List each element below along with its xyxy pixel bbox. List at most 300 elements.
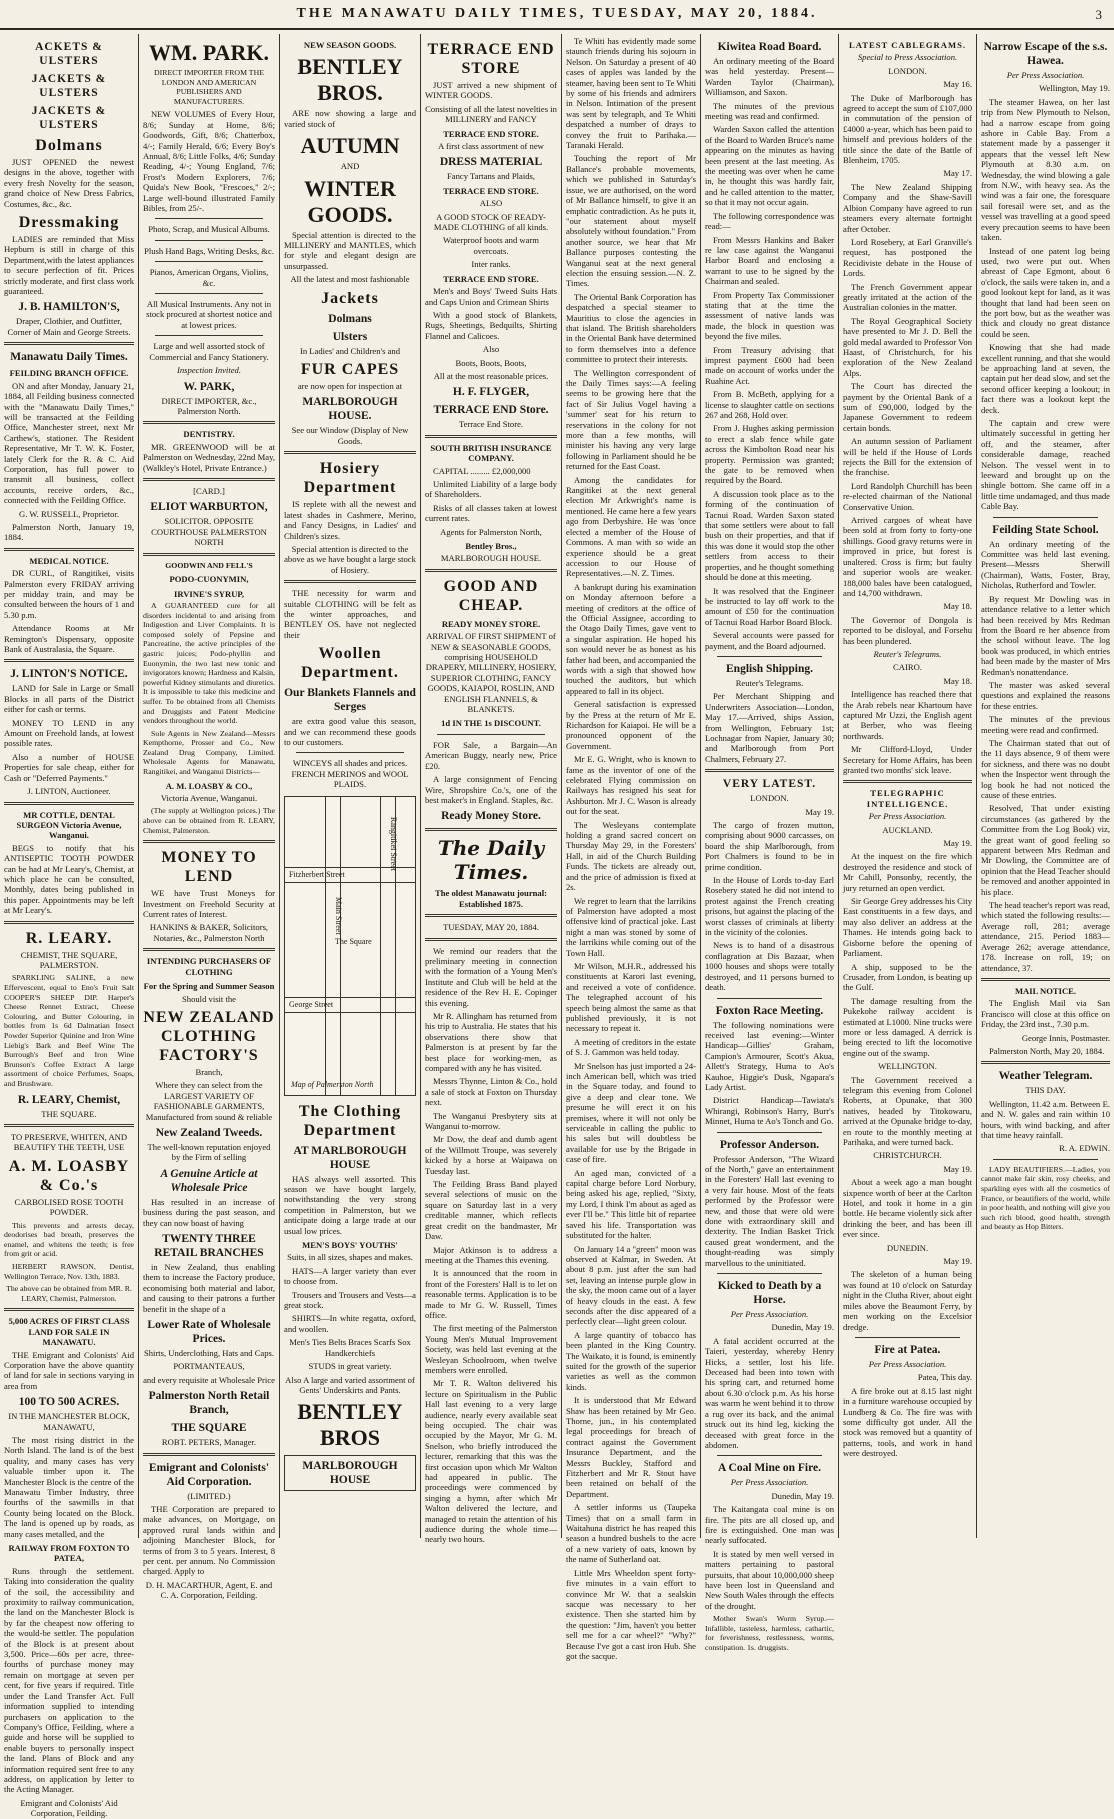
ad-heading: NEW SEASON GOODS.	[303, 40, 397, 50]
divider	[993, 1159, 1098, 1160]
ad-text: Unlimited Liability of a large body of Shareholders.	[425, 478, 557, 500]
ad-heading: BENTLEY BROS.	[297, 54, 403, 106]
ad-heading: Our Blankets Flannels and Serges	[284, 687, 416, 714]
ad-heading: W. PARK,	[183, 380, 235, 393]
ad-text: TO PRESERVE, WHITEN, AND BEAUTIFY THE TEETH, USE	[10, 1131, 128, 1153]
article-text: Reuter's Telegrams.	[873, 648, 942, 659]
ad-heading: TERRACE END Store.	[433, 404, 549, 417]
article-text: May 19.	[943, 1256, 972, 1267]
ad-text: ALSO	[479, 198, 503, 209]
article-text: The Wanganui Presbytery sits at Wanganui to-morrow.	[425, 1110, 557, 1132]
article-text: Dunedin, May 19.	[771, 1490, 834, 1501]
divider	[143, 948, 275, 951]
ad-text: Photo, Scrap, and Musical Albums.	[148, 224, 270, 235]
article-text: Wellington, 11.42 a.m. Between E. and N. W. gales and rain within 10 hours, with wind backing, and after that time heavy rainfall.	[981, 1098, 1110, 1140]
article-text: An ordinary meeting of the Board was held yesterday. Present—Warden Taylor (Chairman), Williamson, and Saxon.	[705, 56, 834, 98]
ad-text: JUST arrived a new shipment of WINTER GOODS.	[425, 80, 557, 101]
article-heading: Professor Anderson.	[719, 1138, 820, 1151]
divider	[425, 828, 557, 831]
ad-heading: R. LEARY.	[25, 929, 113, 947]
ad-text: A large consignment of Fencing Wire, Shropshire Co.'s, one of the best maker's in England. Staples, &c.	[425, 774, 557, 805]
article-text: Arrived cargoes of wheat have been sold at from forty to forty-one shillings. Good gravy returns were in improved in price, but forest is unaltered. Cross is firm; but faulty and superior wools are weaker. 188,000 bales have been catalogued, and 14,700 withdrawn.	[843, 515, 972, 598]
article-heading: Kiwitea Road Board.	[717, 41, 822, 53]
ad-heading: TERRACE END STORE.	[443, 185, 539, 196]
ad-heading: Dressmaking	[18, 214, 120, 232]
ad-text: HATS—A larger variety than ever to choose from.	[284, 1265, 416, 1287]
ad-text: Palmerston North, January 19, 1884.	[4, 521, 134, 543]
article-text: A meeting of creditors in the estate of S. J. Gammon was held today.	[566, 1036, 696, 1058]
ad-text: (The supply at Wellington prices.) The above can be obtained from R. LEARY, Chemist, Palmerston.	[143, 806, 275, 835]
article-text: The Government received a telegram this evening from Colonel Roberts, at Opunake, that 300 natives, headed by Titokowaru, arrived at the Opunake bridge to-day, en route to the monthly meeting at Parihaka, and were turned back.	[843, 1074, 972, 1147]
article-text: News is to hand of a disastrous conflagration at Dis Bazaar, when 1000 houses and shops were totally destroyed, and 11 persons burned to death.	[705, 940, 834, 993]
divider	[717, 1273, 822, 1274]
ad-text: AND	[340, 161, 360, 172]
article-text: Knowing that she had made excellent running, and that she would be approaching land at seven, the captain put her dead slow, and set the second officer keeping a lookout; in fact there was a lookout kept the deck.	[981, 342, 1110, 415]
ad-text: Pianos, American Organs, Violins, &c.	[149, 267, 269, 288]
divider	[437, 734, 545, 735]
divider	[143, 1453, 275, 1456]
divider	[717, 1132, 822, 1133]
article-text: Per Press Association.	[868, 811, 947, 822]
map-label: The Square	[335, 936, 372, 946]
ad-heading: A Genuine Article at Wholesale Price	[160, 1167, 258, 1194]
divider	[155, 335, 263, 336]
ad-heading: The Clothing Department	[298, 1102, 402, 1139]
article-text: The following nominations were received last evening:—Winter Handicap—Gillies' Graham, Campion's Armourer, Scott's Akua, Allett's Strategy, Huma to Ao's Kauhoe, Higgie's Dusk, Ngapara's Lady Artist.	[705, 1019, 834, 1092]
ad-text: SPARKLING SALINE, a new Effervescent, equal to Eno's Fruit Salt COOPER'S SHEEP DIP. Harper's Cheese Rennet Extract, Cheese Colouring, and Butter Colouring, in bottles from 1s 6d Dalmatian Insect Powder Superior Quinine and Iron Wine Liebig's Bark and Beef Wine The Burrough's Beef and Iron Wine Brunson's Coffee Extract A large assortment of choice Perfumes, Soaps, and Brushware.	[4, 973, 134, 1088]
ad-heading: R. LEARY, Chemist,	[17, 1093, 121, 1106]
divider	[425, 569, 557, 572]
article-text: Warden Saxon called the attention of the Board to Warden Bruce's name appearing on the minutes as having been present at the last meeting. As the meeting was over when he came in, he thought this was hardly fair, and he called attention to the matter, so that it may not occur again.	[705, 124, 834, 208]
ad-text: All Musical Instruments. Any not in stock procured at shortest notice and at lowest prices.	[146, 299, 272, 330]
ad-text: Draper, Clothier, and Outfitter, Corner of Main and George Streets.	[7, 316, 131, 337]
article-text: Intelligence has reached there that the Arab rebels near Khartoum have captured Mr Uzzi, the English agent at Berber, who was fleeing northwards.	[843, 689, 972, 741]
ad-text: MARLBOROUGH HOUSE.	[440, 553, 542, 564]
ad-heading: 100 TO 500 ACRES.	[18, 1396, 120, 1409]
ad-heading: New Zealand Tweeds.	[155, 1126, 263, 1139]
divider	[4, 1124, 134, 1127]
article-heading: Fire at Patea.	[874, 1343, 941, 1356]
ad-heading: RAILWAY FROM FOXTON TO PATEA,	[8, 1543, 130, 1564]
article-text: May 19.	[805, 806, 834, 817]
ad-heading: MEDICAL NOTICE.	[29, 555, 109, 566]
article-text: From Treasury advising that imprest payment £600 had been made on account of works under the Ruahine Act.	[705, 344, 834, 386]
ad-text: Special attention is directed to the MILLINERY and MANTLES, which for style and elegant design are unsurpassed.	[284, 229, 416, 271]
article-text: Professor Anderson, "The Wizard of the North," gave an entertainment in the Foresters' Hall last evening to a very fair house. Most of the feats performed by the Professor were new, and those that were old were done with extraordinary skill and dexterity. The Indian Basket Trick caused great wonderment, and the thought-reading was simply marvellous to the uninitiated.	[705, 1153, 834, 1268]
article-text: The Governor of Dongola is reported to be disloyal, and Forsehu has been plundered.	[843, 614, 972, 646]
ad-heading: Ready Money Store.	[441, 810, 541, 823]
ad-heading: FUR CAPES	[300, 361, 400, 379]
ad-text: FOR Sale, a Bargain—An American Buggy, nearly new, Price £20.	[425, 739, 557, 771]
article-text: On January 14 a "green" moon was observed at Kalmar, in Sweden. At about 8 p.m. just after the sun had set, leaving an intense purple glow in the sky, the moon came out of a layer of heavy clouds in the east. A few seconds after the disc appeared of a perfectly clear—light green colour.	[566, 1243, 696, 1327]
column-7	[839, 34, 976, 1534]
ad-text: HAS always well assorted. This season we have bought largely, notwithstanding the very strong competition in Palmerston, but we anticipate doing a large trade at our usual low prices.	[284, 1173, 416, 1236]
divider	[296, 752, 404, 753]
article-text: The minutes of the previous meeting were read and confirmed.	[981, 714, 1110, 735]
article-text: Te Whiti has evidently made some staunch friends during his sojourn in Nelson. On Saturday a present of 40 cases of apples was landed by the steamer, having been sent to Te Whiti by some of his friends and admirers in Nelson. Intimation of the present was sent by telegraph, and Te Whiti despatched a number of drays to convey the fruit to Parihaka.—Taranaki Herald.	[566, 36, 696, 151]
divider	[425, 914, 557, 917]
divider	[155, 218, 263, 219]
article-text: Special to Press Association.	[857, 52, 958, 63]
ad-text: Fancy Tartans and Plaids,	[446, 171, 536, 182]
article-heading: Narrow Escape of the s.s. Hawea.	[983, 41, 1108, 67]
masthead	[0, 0, 1114, 30]
article-text: We remind our readers that the preliminary meeting in connection with the formation of a Young Men's Institute and Club will be held at the residence of the Rev H. E. Copinger this evening.	[425, 945, 557, 1008]
ad-text: Attendance Rooms at Mr Remington's Dispensary, opposite Bank of Australasia, the Square.	[4, 623, 134, 655]
divider	[143, 553, 275, 556]
article-text: Mr Dow, the deaf and dumb agent of the Willmott Troupe, was severely kicked by a horse at Waipawa on Tuesday last.	[425, 1134, 557, 1176]
article-text: AUCKLAND.	[882, 824, 933, 835]
article-text: Per Press Association.	[1006, 70, 1085, 80]
article-text: A large quantity of tobacco has been planted in the King Country. The Waikato, it is found, is eminently suited for the growth of the superior varieties as well as the common kinds.	[566, 1329, 696, 1392]
ad-heading: GOOD AND CHEAP.	[443, 577, 539, 614]
ad-heading: 5,000 ACRES OF FIRST CLASS LAND FOR SALE IN MANAWATU.	[8, 1316, 130, 1348]
divider	[981, 978, 1110, 981]
article-text: Messrs Thynne, Linton & Co., hold a sale of stock at Foxton on Thursday next.	[425, 1076, 557, 1108]
article-text: By request Mr Dowling was in attendance relative to a letter which had been received by Mrs Redman from the Board re her absence from the school without leave. The log book was produced, in which entries had been made by the master of Mrs Redman's nonattendance.	[981, 593, 1110, 677]
article-heading: Feilding State School.	[992, 523, 1099, 536]
ad-heading: MEN'S BOYS' YOUTHS'	[302, 1240, 398, 1251]
article-text: Resolved, That under existing circumstances (as gathered by the Committee from the Log Book) viz, the great want of good feeling so apparent between Mrs Redman and Mr Dowling, the Committee are of opinion that the Head Teacher should be removed and another appointed in his place.	[981, 803, 1110, 897]
ad-heading: WINTER GOODS.	[304, 175, 396, 227]
article-text: The damage resulting from the Pukekohe railway accident is estimated at L1000. Nine trucks were more or less damaged. A derrick is being erected to lift the locomotive engine out of the swamp.	[843, 995, 972, 1058]
ad-heading: THE SQUARE	[171, 1422, 247, 1435]
ad-text: Trousers and Trousers and Vests—a great stock.	[284, 1289, 416, 1311]
ad-text: CHEMIST, THE SQUARE, PALMERSTON.	[20, 949, 118, 970]
article-heading: Kicked to Death by a Horse.	[717, 1280, 822, 1307]
ad-heading: MR COTTLE, DENTAL SURGEON Victoria Avenue, Wanganui.	[16, 809, 122, 841]
article-text: Mr T. R. Walton delivered his lecture on Spiritualism in the Public Hall last evening to a very large audience, nearly every available seat being occupied. The chair was occupied by the Mayor, Mr G. M. Snelson, who briefly introduced the lecturer, remarking that this was the first occasion upon which Mr Walton had appeared in public. The proceedings were commenced by singing a hymn, after which Mr Walton delivered the lecture, and managed to retain the attention of his audience during the whole time—nearly two hours.	[425, 1378, 557, 1545]
ad-text: THE necessity for warm and suitable CLOTHING will be felt as the winter approaches, and BENTLEY OS. have not neglected their	[284, 588, 416, 640]
article-text: Per Press Association.	[730, 1309, 809, 1320]
ad-text: PORTMANTEAUS,	[173, 1361, 245, 1372]
divider	[993, 517, 1098, 518]
article-text: LONDON.	[888, 65, 927, 76]
ad-text: All the latest and most fashionable	[290, 274, 410, 285]
ad-text: BEGS to notify that his ANTISEPTIC TOOTH POWDER can be had at Mr Leary's, Chemist, at which place he can be consulted, Monthly, dates being published in this paper. Appointments may be left at Mr Leary's.	[4, 842, 134, 916]
ad-text: DR CURL, of Rangitikei, visits Palmerston every FRIDAY arriving per midday train, and may be consulted between the hours of 1 and 5.30 p.m.	[4, 568, 134, 620]
article-text: From Messrs Hankins and Baker re law case against the Wanganui Harbor Board and enclosing a warrant to use to be signed by the Chairman and sealed.	[705, 234, 834, 287]
ad-text: LAND for Sale in Large or Small Blocks in all parts of the District either for cash or terms.	[4, 683, 134, 715]
issue-date: TUESDAY, MAY 20, 1884.	[443, 922, 539, 933]
article-text: Per Merchant Shipping and Underwriters Association—London, May 17.—Arrived, ships Assion, from Wellington, February 1st; Lochnagar from Napier, January 30; and Marlborough from Port Chalmers, February 27.	[705, 691, 834, 764]
article-text: May 18.	[943, 601, 972, 612]
ad-text: Emigrant and Colonists' Aid Corporation, Feilding.	[20, 1797, 118, 1819]
article-text: We regret to learn that the larrikins of Palmerston have adopted a most offensive kind of practical joke. Last night a man was stoned by some of the larrikins while coming out of the Town Hall.	[566, 895, 696, 958]
ad-heading: For the Spring and Summer Season	[143, 981, 275, 992]
ad-text: HERBERT RAWSON, Dentist, Wellington Terrace, Nov. 13th, 1883.	[4, 1261, 134, 1281]
article-text: The Court has directed the payment by the Oriental Bank of a sum of £90,000, lodged by the Japanese Government to redeem certain bonds.	[843, 381, 972, 433]
ad-heading: TWENTY THREE RETAIL BRANCHES	[154, 1232, 264, 1259]
ad-text: Plush Hand Bags, Writing Desks, &c.	[144, 245, 274, 256]
article-heading: Weather Telegram.	[998, 1070, 1093, 1083]
ad-heading: DRESS MATERIAL	[439, 156, 543, 169]
ad-heading: TERRACE END STORE	[427, 41, 555, 77]
article-text: A fire broke out at 8.15 last night in a furniture warehouse occupied by Lundberg & Co. The fire was with some difficulty got under. All the stock was removed but a quantity of patterns, tools, and work in hand were destroyed.	[843, 1385, 972, 1459]
ad-text: HANKINS & BAKER, Solicitors, Notaries, &c., Palmerston North	[149, 922, 269, 943]
ad-text: In Ladies' and Children's and	[300, 345, 400, 356]
article-text: DUNEDIN.	[886, 1242, 929, 1253]
ad-text: A GUARANTEED cure for all disorders incidental to and arising from Indigestion and Liver Complaints. It is composed solely of Pepsine and Pancreatine, the active principles of the gastric juices; Podo-phyllin and Euonymin, the two last new tonic and invigorators known; Hardness and Kalsin, powerful Kidney stimulants and diuretics. It is impossible to take this medicine and suffer. To be obtained from all Chemists and Druggists and Patent Medicine vendors throughout the world.	[143, 600, 275, 726]
article-text: Among the candidates for Rangitikei at the next general election Mr Arkwright's name is mentioned. He came here a few years ago from Derbyshire. He was 'once elected a member of the House of Commons. A man with so wide an experience should be a great accession to our House of Representatives.—N. Z. Times.	[566, 474, 696, 579]
ad-text: Special attention is directed to the above as we have bought a large stock of Hosiery.	[284, 543, 416, 575]
article-text: The first meeting of the Palmerston Young Men's Mutual Improvement Society, was held last evening at the Wesleyan Schoolroom, when twelve members were enrolled.	[425, 1323, 557, 1375]
page-number: 3	[1095, 7, 1104, 22]
ad-text: CARBOLISED ROSE TOOTH POWDER.	[14, 1196, 124, 1218]
ad-text: DIRECT IMPORTER FROM THE LONDON AND AMERICAN PUBLISHERS AND MANUFACTURERS.	[154, 68, 264, 106]
article-text: The Oriental Bank Corporation has despatched a special steamer to Mauritius to close the agencies in that island. The British shareholders in the Oriental Bank have determined to form themselves into a defence committee to protect their interests.	[566, 291, 696, 365]
ad-text: Sole Agents in New Zealand—Messrs Kempthorne, Prosser and Co., New Zealand Drug Company, Limited. Wholesale Agents for Manawatu, Rangitikei, and Wanganui Districts—	[143, 728, 275, 777]
column-8	[977, 34, 1114, 1534]
column-5	[562, 34, 700, 1661]
ad-heading: The oldest Manawatu journal: Established 1875.	[435, 888, 547, 909]
ad-text: Runs through the settlement. Taking into consideration the quality of the soil, the accessibility and proximity to railway communication, the land on the Manchester Block is by far the cheapest now offering to the would-be settler. The population of the Block is at present about 3,500. Price—60s per acre, three-fourths of purchase money may remain on mortgage at seven per cent, for five years if required. Title under the Land Transfer Act. Full information supplied to intending purchasers on application to the Company's Office, Feilding, where a guide and horse will be supplied to enable buyers to personally inspect the land. Plans of Block and any information required sent free to any address, on application by letter to the Acting Manager.	[4, 1565, 134, 1795]
ad-text: Branch,	[195, 1066, 223, 1077]
ad-text: Suits, in all sizes, shapes and makes.	[287, 1252, 413, 1263]
map-label: Main Street	[334, 896, 343, 935]
article-heading: LATEST CABLEGRAMS.	[848, 40, 966, 50]
ad-heading: GOODWIN AND FELL'S	[165, 560, 253, 570]
article-text: The minutes of the previous meeting was read and confirmed.	[705, 100, 834, 122]
ad-heading: TERRACE END STORE.	[443, 128, 539, 139]
article-text: Instead of one patent log being used, two were put out. When abreast of Cape Egmont, about 6 o'clock, the sails were taken in, and a good lookout kept for land, as it was thought that land had been seen on the port bow, but as the weather was thick and cloudy no great distance could be seen.	[981, 245, 1110, 339]
ad-heading: JACKETS & ULSTERS	[31, 73, 107, 99]
ad-heading: AUTUMN	[300, 133, 400, 159]
ad-text: G. W. RUSSELL, Proprietor.	[18, 508, 120, 519]
article-text: From J. Hughes asking permission to erect a slab fence while gate across the Kimbolton Road near his property. Permission was granted; the gate to be removed when required by the Board.	[705, 423, 834, 486]
divider	[4, 802, 134, 805]
map-label: George Street	[289, 999, 334, 1009]
ad-text: See our Window (Display of New Goods.	[291, 425, 409, 446]
article-text: WELLINGTON.	[878, 1061, 937, 1072]
column-1	[0, 34, 138, 1819]
article-text: The Wesleyans contemplate holding a grand sacred concert on Thursday May 29, in the Foresters' Hall, in aid of the Church Building Funds. The tickets are already out, and the price of admission is fixed at 2s.	[566, 819, 696, 893]
divider	[855, 1337, 960, 1338]
article-text: A ship, supposed to be the Crusader, from London, is beating up the Gulf.	[843, 961, 972, 993]
article-text: A settler informs us (Taupeka Times) that on a small farm in Waitahuna district he has reaped this season a hundred bushels to the acre of a new variety of oats, known by the name of Sutherland oat.	[566, 1502, 696, 1565]
ad-heading: NEW ZEALAND CLOTHING FACTORY'S	[143, 1008, 275, 1064]
article-heading: English Shipping.	[726, 662, 813, 675]
ad-heading: FEILDING BRANCH OFFICE.	[9, 368, 129, 379]
ad-text: ARRIVAL OF FIRST SHIPMENT of NEW & SEASONABLE GOODS, comprising HOUSEHOLD DRAPERY, MILLINERY, HOSIERY, SUPERIOR CLOTHING, FANCY GOODS, KAIAPOI, ROSLIN, AND ENGLISH FLANNELS, & BLANKETS.	[425, 631, 557, 715]
ad-text: Also	[482, 344, 500, 355]
ad-heading: J. B. HAMILTON'S,	[18, 301, 120, 314]
article-text: George Innis, Postmaster.	[1021, 1032, 1110, 1043]
column-3	[280, 34, 420, 1534]
ad-text: are now open for inspection at	[297, 381, 403, 392]
ad-heading: INTENDING PURCHASERS OF CLOTHING	[146, 956, 272, 977]
divider	[143, 421, 275, 424]
ad-text: This prevents and arrests decay, deodorises bad breath, preserves the enamel, and whitens the teeth; is free from grit or acid.	[4, 1220, 134, 1259]
divider	[143, 840, 275, 843]
ad-text: MR. GREENWOOD will be at Palmerston on Wednesday, 22nd May, (Walkley's Hotel, Private Entrance.)	[143, 441, 275, 473]
ad-text: The most rising district in the North Island. The land is of the best quality, and many cases has very valuable timber upon it. The Manchester Block is the centre of the Manawatu Timber Industry, three fourths of the sawmills in that County being located on the Block. The land is opened up by roads, as many cases metalled, and the	[4, 1434, 134, 1539]
ad-heading: Manawatu Daily Times.	[10, 351, 128, 364]
column-2	[139, 34, 279, 1601]
article-text: The captain and crew were ultimately successful in getting her off, and the steamer, after considerable damage, reached Nelson. The vessel went in to leeward and brought up on the shingle bottom. She came off in a little time undamaged, and thus made Cable Bay.	[981, 418, 1110, 512]
article-text: CHRISTCHURCH.	[873, 1150, 942, 1161]
article-text: CAIRO.	[893, 662, 922, 673]
ad-text: ARE now showing a large and varied stock of	[284, 108, 416, 129]
ad-heading: MARLBOROUGH HOUSE.	[302, 396, 398, 423]
ad-text: SHIRTS—In white regatta, oxford, and woollen.	[284, 1313, 416, 1334]
article-text: The Kaitangata coal mine is on fire. The pits are all closed up, and fire is extinguished. One man was nearly suffocated.	[705, 1504, 834, 1546]
article-text: The French Government appear greatly irritated at the action of the Australian colonies in the matter.	[843, 281, 972, 313]
ad-text: are extra good value this season, and we can recommend these goods to our customers.	[284, 716, 416, 747]
article-text: A bankrupt during his examination on Monday afternoon before a meeting of creditors at the office of the Official Assignee, according to the Otago Daily Times, gave vent to a singular aspiration. He hoped his son would never be as honest as his father had been, and accompanied the words with a sigh that showed how touched the auditors, but which appeared to fall in its object.	[566, 581, 696, 696]
ad-text: Men's Ties Belts Braces Scarfs Sox Handkerchiefs	[289, 1337, 411, 1358]
article-text: It was resolved that the Engineer be instructed to lay off work to the amount of £50 for the continuation of Tacnui Road Harbor Board Block.	[705, 585, 834, 627]
ad-text: IS replete with all the newest and latest shades in Cashmere, Merino, and Fancy Designs, in Ladies' and Children's sizes.	[284, 499, 416, 541]
divider	[155, 293, 263, 294]
ad-heading: PODO-CUONYMIN,	[169, 574, 249, 585]
ad-heading: Emigrant and Colonists' Aid Corporation.	[148, 1461, 270, 1488]
ad-text: THE Corporation are prepared to make advances, on Mortgage, on approved rural lands within and adjoining Manchester Block, for terms of from 3 to 5 years. Interest, 8 per cent. per annum. No Commission charged. Apply to	[143, 1504, 275, 1577]
column-4	[421, 34, 561, 1545]
ad-text: IN THE MANCHESTER BLOCK, MANAWATU,	[8, 1411, 130, 1432]
article-heading: A Coal Mine on Fire.	[718, 1462, 821, 1475]
article-text: Mr R. Allingham has returned from his trip to Australia. He states that his observations there show that Palmerston is at present by far the best place for working-men, as compared with any he has visited.	[425, 1010, 557, 1073]
article-text: Mr E. G. Wright, who is known to fame as the inventor of one of the celebrated Flying commission on Railways has resigned his seat for Ashburton. Mr J. C. Wason is already out for the seat.	[566, 754, 696, 817]
article-text: LONDON.	[750, 793, 789, 804]
article-text: May 18.	[943, 675, 972, 686]
ad-heading: Lower Rate of Wholesale Prices.	[147, 1319, 271, 1345]
divider	[155, 261, 263, 262]
article-text: An aged man, convicted of a capital charge before Lord Norbury, being asked his age, replied, "Sixty, my Lord, I think I'm about as aged as ever I'll be." This little bit of repartee saved his life. Transportation was substituted for the halter.	[566, 1167, 696, 1241]
ad-heading: SOUTH BRITISH INSURANCE COMPANY.	[430, 442, 552, 464]
article-text: LADY BEAUTIFIERS.—Ladies, you cannot make fair skin, rosy cheeks, and sparkling eyes with all the cosmetics of France, or beautifiers of the world, while in poor health, and nothing will give you such rich blood, good health, strength and beauty as Hop Bitters.	[981, 1164, 1110, 1232]
ad-text: NEW VOLUMES of Every Hour, 8/6; Sunday at Home, 8/6; Goodwords, Gift, 8/6; Chatterbox, 4/-; Family Herald, 6/6; Every Boy's Annual, 8/6; Little Folks, 4/6; Sunday Reading, 4/-; Young England, 7/6; Frost's Modern Explorers, 7/6; Quida's New Book, "Frescoes," 2/-; Large well-bound illustrated Family Bibles, from 25/-.	[143, 109, 275, 214]
ad-text: ON and after Monday, January 21, 1884, all Feilding business connected with the "Manawatu Daily Times," will be transacted at the Feilding Office, Manchester street, next Mr Carthew's, stationer. The Resident Representative, Mr T. W. K. Foster, lately Clerk for the R. & C. Aid Corporation, has full power to transmit all business, collect accounts, receive orders, &c., connected with the Feilding Office.	[4, 380, 134, 506]
ad-text: Waterproof boots and warm overcoats.	[443, 235, 539, 256]
ad-text: STUDS in great variety.	[308, 1361, 392, 1372]
article-text: Little Mrs Wheeldon spent forty-five minutes in a vain effort to convince Mr W. that a sealskin sacque was necessary to her existence. Then she started him by the question: "Jim, haven't you better sell me for a car wheel?" "Why?" Because I've got a cast iron Hub. She got the sacque.	[566, 1567, 696, 1661]
article-text: General satisfaction is expressed by the Press at the return of Mr E. Richardson for Kaiapoi. He will be a pronounced opponent of the Government.	[566, 699, 696, 751]
ad-heading: 1d IN THE 1s DISCOUNT.	[441, 718, 541, 729]
ad-heading: BENTLEY BROS	[297, 1399, 403, 1451]
divider	[4, 659, 134, 662]
ad-text: A first class assortment of new	[438, 141, 544, 152]
map-label: Rangitikei Street	[389, 816, 398, 871]
street-map	[284, 796, 416, 1096]
divider	[717, 998, 822, 999]
ad-text: The well-known reputation enjoyed by the Firm of selling	[147, 1141, 271, 1163]
divider	[4, 342, 134, 345]
ad-text: Inter ranks.	[471, 259, 511, 270]
article-heading: VERY LATEST.	[722, 778, 817, 791]
divider	[717, 656, 822, 657]
article-text: The skeleton of a human being was found at 10 o'clock on Saturday night in the Clutha River, about eight miles above the Beaumont Ferry, by men working on the Excelsior dredge.	[843, 1269, 972, 1332]
article-text: Patea, This day.	[917, 1372, 972, 1383]
ad-text: J. LINTON, Auctioneer.	[27, 786, 111, 797]
article-text: May 16.	[943, 79, 972, 90]
article-text: May 19.	[943, 1163, 972, 1174]
ad-heading: Dolmans	[328, 312, 372, 325]
ad-text: Risks of all classes taken at lowest current rates.	[425, 502, 557, 524]
article-text: From B. McBeth, applying for a license to slaughter cattle on sections 267 and 268, Hold over.	[705, 389, 834, 420]
ad-text: Victoria Avenue, Wanganui.	[160, 793, 258, 804]
ad-text: SOLICITOR. OPPOSITE COURTHOUSE PALMERSTON NORTH	[151, 516, 267, 548]
article-text: Per Press Association.	[730, 1477, 809, 1488]
divider	[717, 1455, 822, 1456]
ad-text: in New Zealand, thus enabling them to increase the Factory produce, economising both material and labor, and causing to their patrons a further benefit in the shape of a	[143, 1261, 275, 1314]
article-text: May 19.	[943, 838, 972, 849]
ad-text: WE have Trust Moneys for Investment on Freehold Security at Current rates of Interest.	[143, 888, 275, 920]
ad-heading: IRVINE'S SYRUP,	[173, 588, 245, 599]
ad-heading: JACKETS & ULSTERS	[31, 105, 107, 131]
ad-text: MONEY TO LEND in any Amount on Freehold lands, at lowest possible rates.	[4, 717, 134, 749]
article-text: From Property Tax Commissioner stating that at the time the assessment of native lands was made, the block in question was beyond the five miles.	[705, 289, 834, 342]
ad-text: With a good stock of Blankets, Rugs, Sheetings, Bedquilts, Shirting Flannel and Calicoes.	[425, 309, 557, 341]
ad-heading: A. M. LOASBY & Co.'s	[8, 1157, 130, 1194]
article-text: A fatal accident occurred at the Taieri, yesterday, whereby Henry Hicks, a settler, lost his life. Deceased had been into town with his spring cart, and returned home about 6.30 o'clock p.m. As his horse was warm he went behind it to throw a rug over its back, and the animal struck out its hind leg, kicking the deceased with great force in the abdomen.	[705, 1335, 834, 1450]
divider	[843, 780, 972, 783]
newspaper-nameplate: The Daily Times.	[437, 836, 545, 885]
article-text: The steamer Hawea, on her last trip from New Plymouth to Nelson, had a narrow escape from going ashore in Cable Bay. From a statement made by a passenger it appears that the vessel left New Plymouth at 8.30 a.m. on Wednesday, the wind blowing a gale from N.W., with heavy sea. As the wind was a fair one, the foresquare sail foresail were set, and as the vessel was travelling at a good speed every precaution seems to have been taken.	[981, 96, 1110, 243]
divider	[4, 1308, 134, 1311]
ad-heading: Hosiery Department	[303, 460, 397, 497]
article-text: It is understood that Mr Edward Shaw has been retained by Mr Geo. Thorne, jun., in his contemplated legal proceedings for breach of contract against the Government Insurance Department, and the Messrs Buckley, Stafford and Fitzherbert and Mr R. Stout have been retained on behalf of the Department.	[566, 1395, 696, 1499]
ad-text: Inspection Invited.	[177, 365, 241, 376]
ad-text: Also a number of HOUSE Properties for sale cheap, either for Cash or "Deferred Payments."	[4, 751, 134, 783]
article-text: Mother Swan's Worm Syrup.—Infallible, tasteless, harmless, cathartic, for feverishness, restlessness, worms, constipation. 1s. druggists.	[705, 1614, 834, 1652]
article-text: Dunedin, May 19.	[771, 1322, 834, 1333]
article-text: Sir George Grey addresses his City East constituents in a few days, and may also deliver an address at the Thames. He intends going back to Gisborne before the opening of Parliament.	[843, 896, 972, 959]
article-text: It is announced that the room in front of the Foresters' Hall is to let on reasonable terms. Application is to be made to Mr G. W. Russell, Times office.	[425, 1268, 557, 1320]
ad-heading: J. LINTON'S NOTICE.	[10, 668, 128, 681]
article-text: May 17.	[943, 168, 972, 179]
article-text: The cargo of frozen mutton, comprising about 9000 carcasses, on board the ship Marlborough, from Port Chalmers is found to be in prime condition.	[705, 820, 834, 872]
ad-heading: TERRACE END STORE.	[443, 273, 539, 284]
article-text: Wellington, May 19.	[1039, 83, 1110, 94]
article-text: The Chairman stated that out of the 11 days absence, 9 of them were for sickness, and there was no doubt when the Inspector went through the log book he had not noticed the cause of these entries.	[981, 737, 1110, 800]
article-text: Several accounts were passed for payment, and the Board adjourned.	[705, 630, 834, 651]
article-text: The English Mail via San Francisco will close at this office on Friday, the 23rd inst., 7.30 p.m.	[981, 998, 1110, 1030]
ad-text: DIRECT IMPORTER, &c., Palmerston North.	[161, 395, 257, 416]
ad-text: Large and well assorted stock of Commercial and Fancy Stationery.	[149, 341, 269, 362]
divider	[4, 921, 134, 924]
article-text: About a week ago a man bought sixpence worth of beer at the Carlton Hotel, and took it home in a gin bottle. He became violently sick after drinking the beer, and has been ill ever since.	[843, 1177, 972, 1240]
article-text: Reuter's Telegrams.	[735, 677, 804, 688]
ad-text: ROBT. PETERS, Manager.	[161, 1437, 257, 1448]
article-text: The Feilding Brass Band played several selections of music on the square on Saturday last in a very creditable manner, which reflects great credit on the bandmaster, Mr Daw.	[425, 1179, 557, 1242]
ad-text: WINCEYS all shades and prices. FRENCH MERINOS and WOOL PLAIDS.	[291, 758, 409, 790]
divider	[705, 769, 834, 772]
article-text: The head teacher's report was read, which stated the following results:—Average roll, 281; average attendance, 215. Period 1883—Average 262; average attendance, 178. Increase on roll, 19; on attendance, 37.	[981, 900, 1110, 973]
article-text: Per Press Association.	[868, 1358, 947, 1369]
divider	[981, 1061, 1110, 1064]
article-text: Lord Rosebery, at Earl Granville's request, has postponed the Recidiviste debate in the House of Lords.	[843, 236, 972, 279]
ad-heading: A. M. LOASBY & CO.,	[165, 780, 253, 791]
ad-text: A GOOD STOCK OF READY-MADE CLOTHING of all kinds.	[433, 211, 549, 233]
ad-text: CAPITAL ......... £2,000,000	[433, 465, 531, 476]
ad-heading: Bentley Bros.,	[465, 541, 517, 551]
article-text: The following correspondence was read:—	[705, 210, 834, 232]
ad-heading: DENTISTRY.	[183, 429, 235, 440]
ad-text: Men's and Boys' Tweed Suits Hats and Caps Union and Crimean Shirts	[425, 286, 557, 307]
article-text: R. A. EDWIN.	[1059, 1143, 1110, 1154]
ad-heading: READY MONEY STORE.	[441, 618, 541, 629]
ad-heading: Ulsters	[332, 330, 368, 343]
divider	[284, 451, 416, 454]
ad-heading: MARLBOROUGH HOUSE	[284, 1455, 416, 1491]
masthead-title: THE MANAWATU DAILY TIMES, TUESDAY, MAY 20, 1884.	[296, 6, 818, 21]
article-text: Major Atkinson is to address a meeting at the Thames this evening.	[425, 1244, 557, 1265]
ad-text: THE Emigrant and Colonists' Aid Corporation have the above quantity of land for sale in sections varying in area from	[4, 1349, 134, 1391]
ad-heading: AT MARLBOROUGH HOUSE	[293, 1144, 407, 1171]
divider	[425, 938, 557, 941]
ad-text: Where they can select from the LARGEST VARIETY OF FASHIONABLE GARMENTS, Manufactured from sound & reliable	[145, 1080, 273, 1122]
